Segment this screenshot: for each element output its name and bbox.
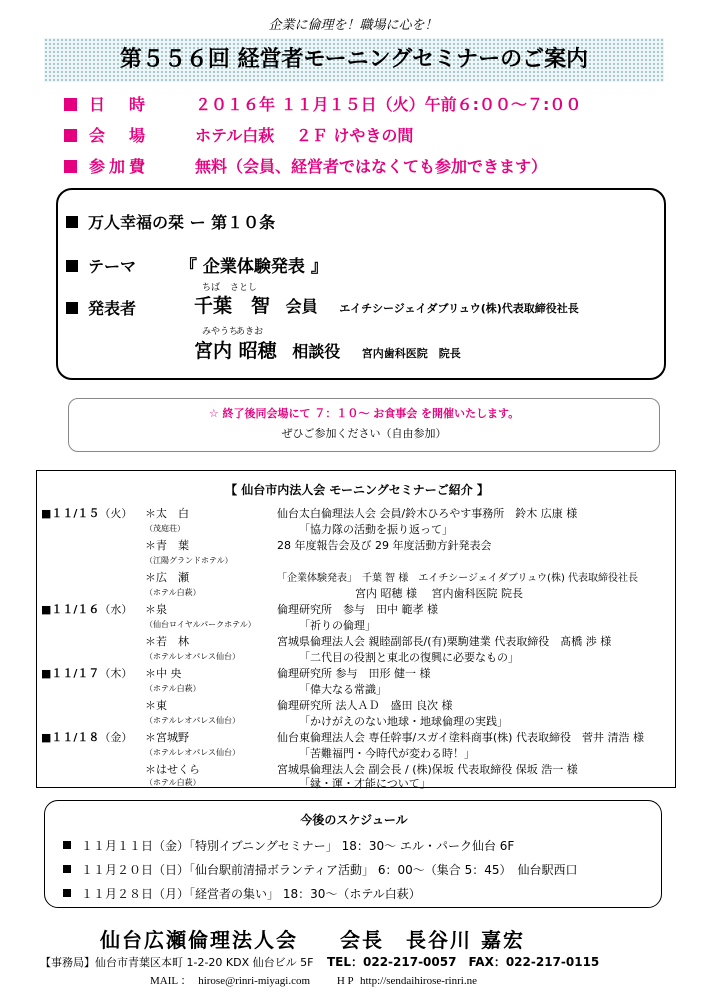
info-value: ホテル白萩 ２Ｆ けやきの間 (195, 126, 414, 145)
branch-name: ＊太 白 (145, 507, 189, 520)
title-banner (44, 38, 664, 82)
presenter-2 (194, 336, 461, 363)
tagline: 企業に倫理を！職場に心を！ (268, 18, 438, 33)
dinner-notice (68, 398, 660, 452)
article-text: 万人幸福の栞 ー 第１０条 (88, 213, 276, 232)
square-bullet-icon (66, 302, 78, 314)
entry-venue: （ホテル白萩） (145, 778, 201, 787)
presenter-1 (194, 291, 579, 318)
website-link[interactable]: http://sendaihirose-rinri.ne (359, 975, 477, 987)
square-bullet-icon (64, 129, 77, 142)
web-contact (150, 972, 477, 988)
branch-name: ＊はせくら (145, 763, 200, 776)
entry-venue: （仙台ロイヤルパークホテル） (145, 620, 256, 629)
president-name: 会長 長谷川 嘉宏 (340, 928, 525, 952)
theme-row (66, 252, 328, 277)
branch-name: ＊青 葉 (145, 539, 189, 552)
entry-topic: 「協力隊の活動を振り返って」 (299, 523, 453, 536)
info-value: ２０１６年 １１月１５日（火）午前６:００～７:００ (195, 95, 582, 114)
theme-label: テーマ (88, 257, 137, 276)
entry-org: 倫理研究所 参与 田中 範孝 様 (277, 603, 438, 616)
schedule-box (44, 800, 662, 908)
presenter-label-row (66, 296, 136, 319)
seminar-introduction-box (36, 470, 676, 788)
square-bullet-icon (63, 889, 71, 897)
info-label: 参加費 (89, 157, 150, 176)
info-label: 日 時 (89, 95, 150, 114)
entry-org: 「企業体験発表」 千葉 智 様 エイチシージェイダブリュウ(株) 代表取締役社長 (277, 573, 639, 584)
ruby-reading: さとし (230, 283, 258, 293)
ruby-reading: あきお (236, 327, 264, 337)
presenter-company: 宮内歯科医院 院長 (361, 347, 461, 360)
day-header: ■１１/１７（木） (41, 667, 133, 680)
square-bullet-icon (66, 260, 78, 272)
branch-name: ＊中 央 (145, 667, 182, 680)
day-header: ■１１/１５（火） (41, 507, 133, 520)
organization-footer (100, 924, 525, 953)
entry-org: 28 年度報告会及び 29 年度活動方針発表会 (277, 539, 492, 552)
entry-topic: 「かけがえのない地球・地球倫理の実践」 (299, 715, 508, 728)
entry-venue: （ホテルレオパレス仙台） (145, 748, 240, 757)
schedule-title: 今後のスケジュール (300, 813, 408, 827)
mail-label: MAIL ： (150, 975, 192, 987)
square-bullet-icon (64, 98, 77, 111)
entry-venue: （ホテルレオパレス仙台） (145, 716, 240, 725)
info-fee (64, 154, 547, 177)
branch-name: ＊宮城野 (145, 731, 189, 744)
organization-name: 仙台広瀬倫理法人会 (100, 928, 298, 952)
theme-text: 『 企業体験発表 』 (180, 257, 328, 277)
presenter-label: 発表者 (88, 299, 137, 318)
schedule-item: １１月２８日（月）「経営者の集い」 18：30～（ホテル白萩） (63, 885, 421, 902)
entry-topic: 「祈りの倫理」 (299, 619, 376, 632)
entry-venue: （ホテルレオパレス仙台） (145, 652, 240, 661)
entry-org: 仙台東倫理法人会 専任幹事/スガイ塗料商事(株) 代表取締役 菅井 清浩 様 (277, 731, 644, 744)
mail-link[interactable]: hirose@rinri-miyagi.com (198, 975, 311, 987)
seminar-details-box (56, 188, 666, 380)
entry-topic: 「苦難福門・今時代が変わる時！」 (299, 747, 475, 760)
entry-venue: （茂庭荘） (145, 524, 185, 533)
schedule-item: １１月１１日（金）「特別イブニングセミナー」 18：30～ エル・パーク仙台 6F (63, 837, 514, 854)
square-bullet-icon (63, 865, 71, 873)
info-venue (64, 123, 413, 146)
schedule-item: １１月２０日（日）「仙台駅前清掃ボランティア活動」 6：00～（集合 5：45） 仙台駅西口 (63, 861, 577, 878)
presenter-role: 相談役 (292, 342, 341, 361)
ruby-reading: みやうち (202, 327, 239, 337)
hp-label: H P (336, 975, 354, 987)
notice-line-2: ぜひご参加ください（自由参加） (281, 427, 447, 440)
presenter-name: 宮内 昭穂 (194, 340, 277, 362)
branch-name: ＊泉 (145, 603, 167, 616)
entry-topic: 「二代目の役割と東北の復興に必要なもの」 (299, 651, 519, 664)
info-value: 無料（会員、経営者ではなくても参加できます） (195, 157, 548, 176)
entry-venue: （江陽グランドホテル） (145, 556, 233, 565)
entry-org: 宮城県倫理法人会 副会長 / (株)保坂 代表取締役 保坂 浩一 様 (277, 763, 578, 776)
page-title: 第５５６回 経営者モーニングセミナーのご案内 (119, 47, 589, 72)
entry-venue: （ホテル白萩） (145, 588, 201, 597)
day-header: ■１１/１６（水） (41, 603, 133, 616)
office-info (40, 953, 599, 970)
info-datetime (64, 92, 581, 115)
branch-name: ＊若 林 (145, 635, 189, 648)
presenter-company: エイチシージェイダブリュウ(株)代表取締役社長 (339, 302, 579, 315)
entry-topic: 「縁・運・才能について」 (299, 777, 431, 790)
entry-org: 倫理研究所 法人ＡＤ 盛田 良次 様 (277, 699, 453, 712)
notice-line-1: ☆ 終了後同会場にて ７：１０～ お食事会 を開催いたします。 (208, 407, 520, 420)
day-header: ■１１/１８（金） (41, 731, 133, 744)
branch-name: ＊東 (145, 699, 167, 712)
entry-org: 倫理研究所 参与 田形 健一 様 (277, 667, 431, 680)
entry-topic: 「偉大なる常識」 (299, 683, 387, 696)
presenter-name: 千葉 智 (194, 295, 271, 317)
article-row (66, 210, 275, 233)
square-bullet-icon (64, 160, 77, 173)
entry-venue: （ホテル白萩） (145, 684, 201, 693)
info-label: 会 場 (89, 126, 150, 145)
entry-org: 宮城県倫理法人会 親睦副部長/(有)栗駒建業 代表取締役 髙橋 渉 様 (277, 635, 612, 648)
square-bullet-icon (63, 841, 71, 849)
office-address: 【事務局】仙台市青葉区本町 1-2-20 KDX 仙台ビル 5F (40, 956, 314, 969)
entry-org: 仙台太白倫理法人会 会員/鈴木ひろやす事務所 鈴木 広康 様 (277, 507, 578, 520)
entry-topic: 宮内 昭穂 様 宮内歯科医院 院長 (355, 587, 523, 600)
square-bullet-icon (66, 216, 78, 228)
ruby-reading: ちば (202, 283, 221, 293)
contact-phone-fax: TEL：022-217-0057 FAX：022-217-0115 (326, 955, 600, 969)
presenter-role: 会員 (285, 297, 318, 316)
intro-title: 【 仙台市内法人会 モーニングセミナーご紹介 】 (225, 483, 489, 497)
branch-name: ＊広 瀬 (145, 571, 189, 584)
